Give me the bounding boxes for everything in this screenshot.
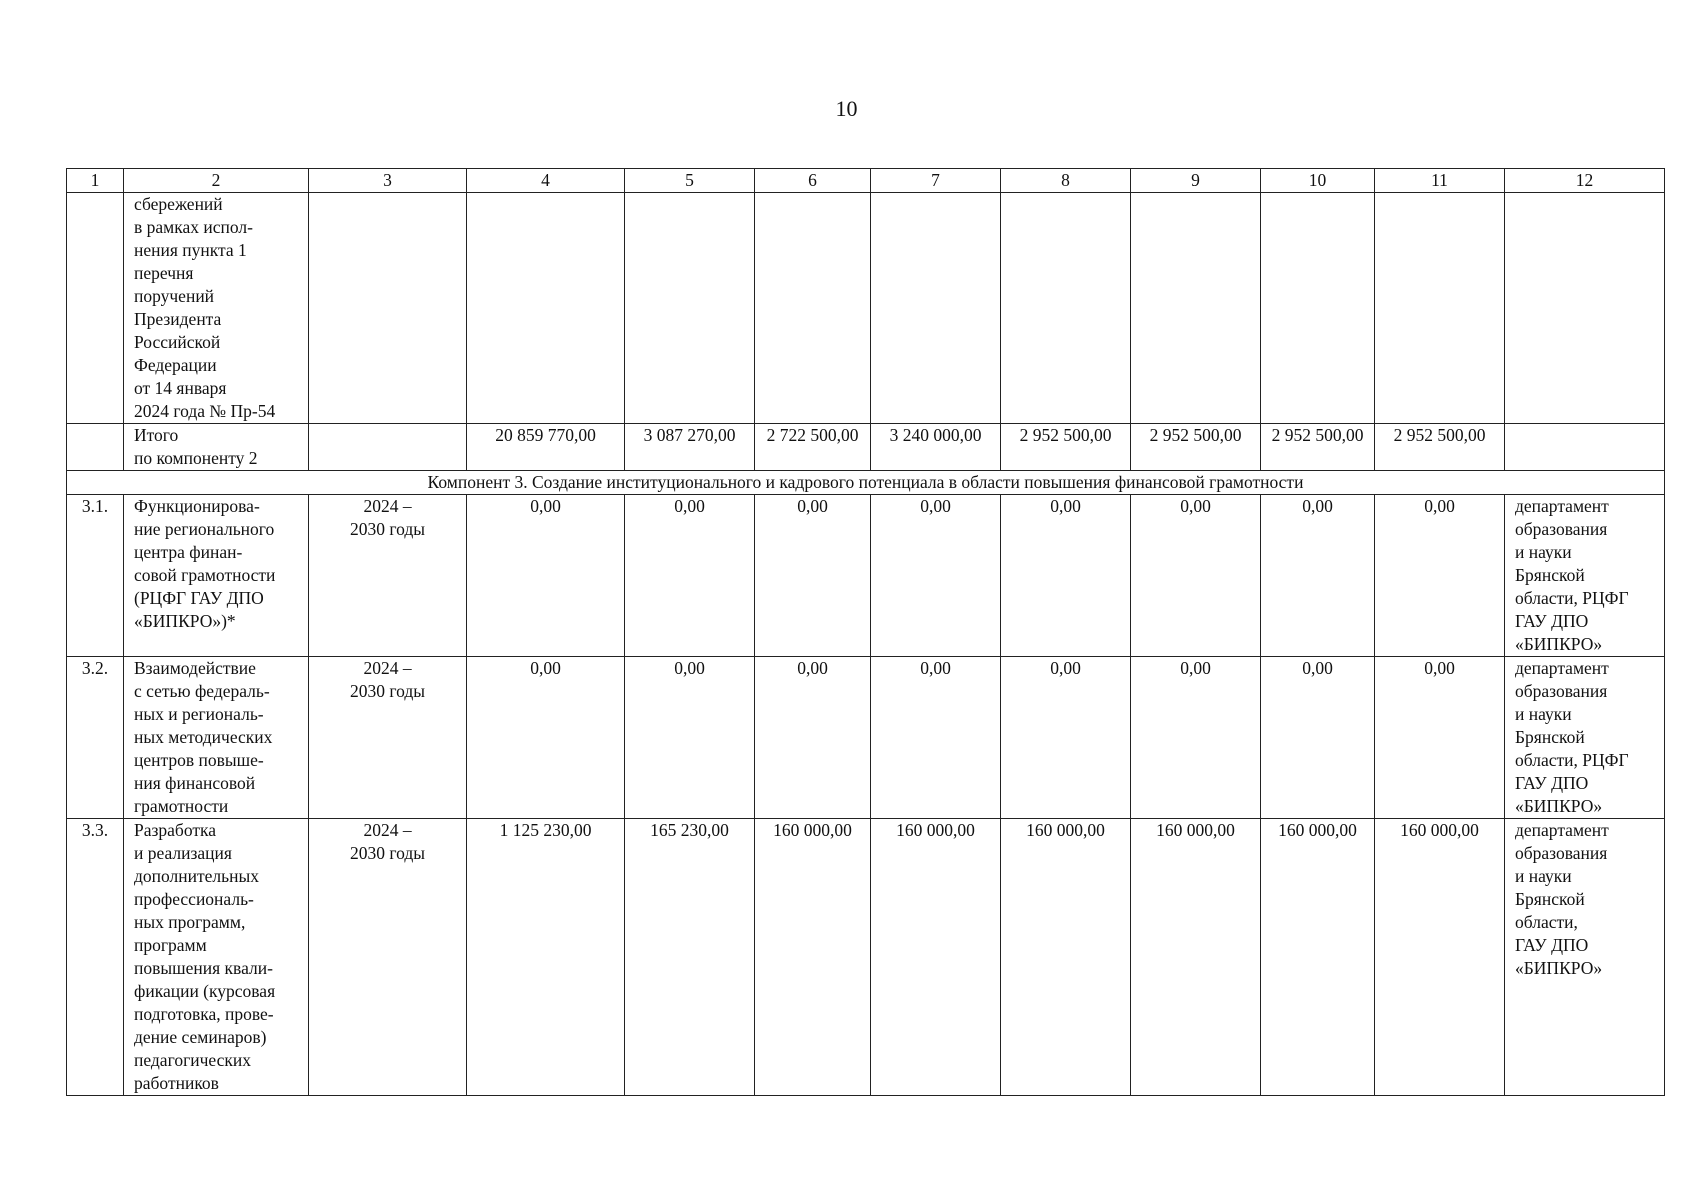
period-cell: 2024 – 2030 годы — [309, 495, 467, 657]
row-number-cell — [67, 193, 124, 424]
amount-cell: 0,00 — [467, 495, 625, 657]
activity-name-cell: сбережений в рамках испол- нения пункта 1 перечня поручений Президента Российской Федерации от 14 января 2024 года № Пр-54 — [124, 193, 309, 424]
amount-cell: 0,00 — [1001, 495, 1131, 657]
amount-cell — [467, 193, 625, 424]
budget-table — [66, 168, 1665, 1096]
executor-cell: департамент образования и науки Брянской области, РЦФГ ГАУ ДПО «БИПКРО» — [1505, 495, 1665, 657]
amount-cell — [1001, 193, 1131, 424]
total-amount-cell: 20 859 770,00 — [467, 424, 625, 471]
period-cell — [309, 424, 467, 471]
table-row-3-3 — [67, 819, 1665, 1096]
table-row-3-1 — [67, 495, 1665, 657]
amount-cell: 0,00 — [625, 657, 755, 819]
period-cell: 2024 – 2030 годы — [309, 819, 467, 1096]
column-header: 11 — [1375, 169, 1505, 193]
amount-cell: 0,00 — [755, 657, 871, 819]
column-header: 8 — [1001, 169, 1131, 193]
amount-cell: 0,00 — [625, 495, 755, 657]
amount-cell: 0,00 — [755, 495, 871, 657]
row-number-cell — [67, 424, 124, 471]
column-header: 10 — [1261, 169, 1375, 193]
executor-cell — [1505, 424, 1665, 471]
total-amount-cell: 3 240 000,00 — [871, 424, 1001, 471]
page-number: 10 — [835, 96, 858, 121]
activity-name-cell: Функционирова- ние регионального центра финан- совой грамотности (РЦФГ ГАУ ДПО «БИПКРО»)* — [124, 495, 309, 657]
amount-cell: 160 000,00 — [755, 819, 871, 1096]
activity-name-cell: Взаимодействие с сетью федераль- ных и региональ- ных методических центров повыше- ния финансовой грамотности — [124, 657, 309, 819]
total-amount-cell: 3 087 270,00 — [625, 424, 755, 471]
amount-cell: 1 125 230,00 — [467, 819, 625, 1096]
component-heading: Компонент 3. Создание институционального и кадрового потенциала в области повышения финансовой грамотности — [67, 471, 1665, 495]
column-header: 1 — [67, 169, 124, 193]
amount-cell: 0,00 — [871, 657, 1001, 819]
amount-cell: 0,00 — [1261, 495, 1375, 657]
amount-cell — [871, 193, 1001, 424]
amount-cell: 160 000,00 — [1001, 819, 1131, 1096]
table-row-3-2 — [67, 657, 1665, 819]
column-header: 4 — [467, 169, 625, 193]
total-amount-cell: 2 952 500,00 — [1131, 424, 1261, 471]
row-number-cell: 3.3. — [67, 819, 124, 1096]
column-header: 7 — [871, 169, 1001, 193]
column-header: 3 — [309, 169, 467, 193]
amount-cell: 160 000,00 — [871, 819, 1001, 1096]
executor-cell: департамент образования и науки Брянской области, РЦФГ ГАУ ДПО «БИПКРО» — [1505, 657, 1665, 819]
amount-cell — [1261, 193, 1375, 424]
amount-cell: 0,00 — [871, 495, 1001, 657]
amount-cell: 165 230,00 — [625, 819, 755, 1096]
amount-cell — [755, 193, 871, 424]
amount-cell — [1131, 193, 1261, 424]
total-amount-cell: 2 952 500,00 — [1375, 424, 1505, 471]
amount-cell: 0,00 — [1131, 657, 1261, 819]
executor-cell: департамент образования и науки Брянской области, ГАУ ДПО «БИПКРО» — [1505, 819, 1665, 1096]
amount-cell: 160 000,00 — [1261, 819, 1375, 1096]
column-header: 6 — [755, 169, 871, 193]
row-number-cell: 3.2. — [67, 657, 124, 819]
period-cell — [309, 193, 467, 424]
column-header: 5 — [625, 169, 755, 193]
activity-name-cell: Разработка и реализация дополнительных профессиональ- ных программ, программ повышения квали- фикации (курсовая подготовка, прове- дение семинаров) педагогических работников — [124, 819, 309, 1096]
column-header: 12 — [1505, 169, 1665, 193]
amount-cell: 0,00 — [1131, 495, 1261, 657]
amount-cell: 0,00 — [467, 657, 625, 819]
amount-cell: 0,00 — [1375, 657, 1505, 819]
period-cell: 2024 – 2030 годы — [309, 657, 467, 819]
column-number-row — [67, 169, 1665, 193]
amount-cell — [1375, 193, 1505, 424]
total-amount-cell: 2 952 500,00 — [1001, 424, 1131, 471]
table-row-total — [67, 424, 1665, 471]
amount-cell: 0,00 — [1001, 657, 1131, 819]
row-number-cell: 3.1. — [67, 495, 124, 657]
amount-cell: 160 000,00 — [1375, 819, 1505, 1096]
component-heading-row — [67, 471, 1665, 495]
total-amount-cell: 2 952 500,00 — [1261, 424, 1375, 471]
total-amount-cell: 2 722 500,00 — [755, 424, 871, 471]
column-header: 9 — [1131, 169, 1261, 193]
amount-cell: 0,00 — [1261, 657, 1375, 819]
amount-cell: 0,00 — [1375, 495, 1505, 657]
table-row-continuation — [67, 193, 1665, 424]
amount-cell — [625, 193, 755, 424]
total-label-cell: Итого по компоненту 2 — [124, 424, 309, 471]
executor-cell — [1505, 193, 1665, 424]
amount-cell: 160 000,00 — [1131, 819, 1261, 1096]
column-header: 2 — [124, 169, 309, 193]
